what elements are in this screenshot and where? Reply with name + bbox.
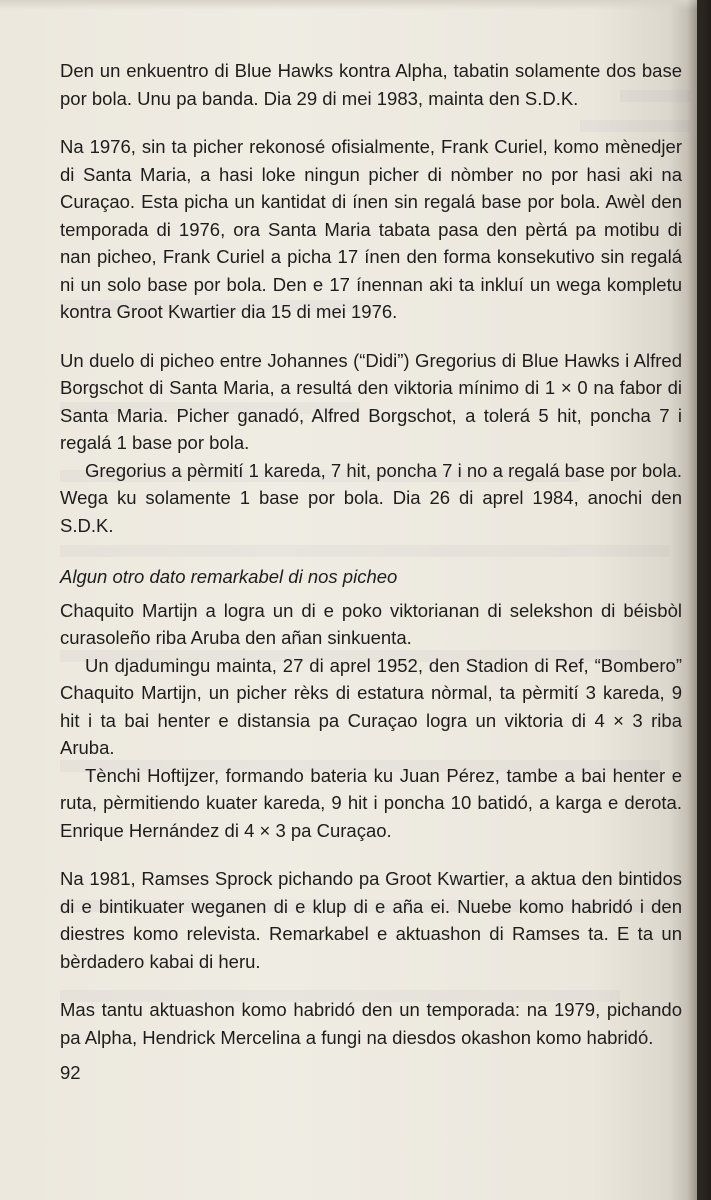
page-number: 92 bbox=[60, 1062, 81, 1083]
paragraph-1952-game: Un djadumingu mainta, 27 di aprel 1952, den Stadion di Ref, “Bombero” Chaquito Martijn, un picher rèks di estatura nòrmal, ta pèrmití 3 kareda, 9 hit i ta bai henter e distansia pa Curaçao logra un viktoria di 4 × 3 riba Aruba. bbox=[60, 654, 682, 758]
paragraph-spacer bbox=[60, 844, 682, 865]
paragraph-hendrick-mercelina: Mas tantu aktuashon komo habridó den un temporada: na 1979, pichando pa Alpha, Hendrick Mercelina a fungi na diesdos okashon komo habridó. bbox=[60, 999, 682, 1048]
page-top-band bbox=[0, 0, 697, 10]
paragraph-gregorius: Gregorius a pèrmití 1 kareda, 7 hit, poncha 7 i no a regalá base por bola. Wega ku solamente 1 base por bola. Dia 26 di aprel 1984, anochi den S.D.K. bbox=[60, 459, 682, 536]
page-edge-shadow bbox=[687, 0, 711, 1200]
paragraph-chaquito-martijn: Chaquito Martijn a logra un di e poko viktorianan di selekshon di béisbòl curasoleño riba Aruba den añan sinkuenta. bbox=[60, 599, 682, 648]
paragraph-spacer bbox=[60, 975, 682, 996]
paragraph-spacer bbox=[60, 112, 682, 133]
paragraph-blue-hawks-alpha: Den un enkuentro di Blue Hawks kontra Alpha, tabatin solamente dos base por bola. Unu pa banda. Dia 29 di mei 1983, mainta den S.D.K. bbox=[60, 60, 682, 109]
paragraph-spacer bbox=[60, 326, 682, 347]
paragraph-frank-curiel: Na 1976, sin ta picher rekonosé ofisialmente, Frank Curiel, komo mènedjer di Santa Maria, a hasi loke ningun picher di nòmber no por hasi aki na Curaçao. Esta picha un kantidat di ínen sin regalá base por bola. Awèl den temporada di 1976, ora Santa Maria tabata pasa den pèrtá pa motibu di nan picheo, Frank Curiel a picha 17 ínen den forma konsekutivo sin regalá ni un solo base por bola. Den e 17 ínennan aki ta inkluí un wega kompletu kontra Groot Kwartier dia 15 di mei 1976. bbox=[60, 136, 682, 322]
section-heading: Algun otro dato remarkabel di nos picheo bbox=[60, 566, 398, 587]
paragraph-tenchi-hoftijzer: Tènchi Hoftijzer, formando bateria ku Juan Pérez, tambe a bai henter e ruta, pèrmitiendo kuater kareda, 9 hit i poncha 10 batidó, a karga e derota. Enrique Hernández di 4 × 3 pa Curaçao. bbox=[60, 764, 682, 841]
page-body bbox=[60, 57, 682, 1051]
paragraph-pitching-duel: Un duelo di picheo entre Johannes (“Didi”) Gregorius di Blue Hawks i Alfred Borgschot di Santa Maria, a resultá den viktoria mínimo di 1 × 0 na fabor di Santa Maria. Picher ganadó, Alfred Borgschot, a tolerá 5 hit, poncha 7 i regalá 1 base por bola. bbox=[60, 349, 682, 453]
paragraph-spacer bbox=[60, 539, 682, 563]
paragraph-ramses-sprock: Na 1981, Ramses Sprock pichando pa Groot Kwartier, a aktua den bintidos di e bintikuater weganen di e klup di e aña ei. Nuebe komo habridó i den diestres komo relevista. Remarkabel e aktuashon di Ramses ta. E ta un bèrdadero kabai di heru. bbox=[60, 868, 682, 972]
